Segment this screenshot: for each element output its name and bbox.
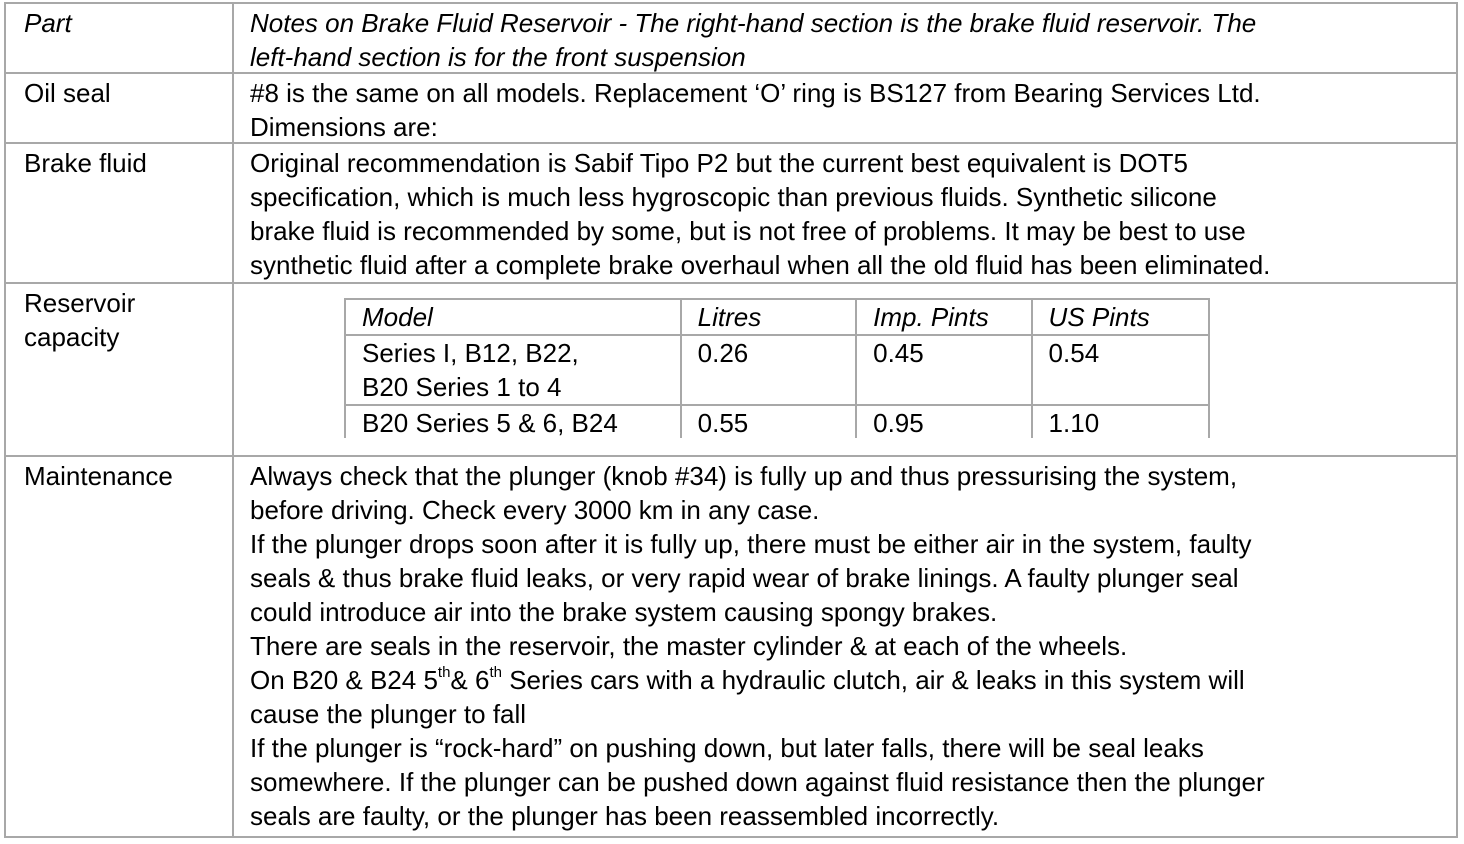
maintenance-label: Maintenance	[6, 457, 234, 836]
column-header-litres: Litres	[681, 299, 856, 335]
reservoir-label-line: Reservoir	[24, 288, 136, 318]
imp-pints-cell: 0.45	[856, 335, 1031, 405]
model-cell	[345, 335, 681, 405]
model-cell	[345, 405, 681, 438]
oil-seal-row	[4, 72, 1458, 144]
brake-fluid-label: Brake fluid	[6, 144, 234, 282]
oil-seal-line: #8 is the same on all models. Replacement ‘O’ ring is BS127 from Bearing Services Ltd.	[250, 78, 1261, 108]
us-pints-cell: 0.54	[1032, 335, 1209, 405]
model-line: B20 Series 5 & 6, B24	[362, 408, 618, 438]
maintenance-line: If the plunger is “rock-hard” on pushing down, but later falls, there will be seal leaks	[250, 733, 1204, 763]
oil-seal-line: Dimensions are:	[250, 112, 438, 142]
part-header: Part	[6, 4, 234, 72]
capacity-table-wrapper	[344, 298, 1210, 438]
notes-header-line: left-hand section is for the front suspension	[250, 42, 746, 72]
maintenance-line: Always check that the plunger (knob #34) is fully up and thus pressurising the system,	[250, 461, 1238, 491]
imp-pints-cell: 0.95	[856, 405, 1031, 438]
us-pints-cell: 1.10	[1032, 405, 1209, 438]
reservoir-label-line: capacity	[24, 322, 120, 352]
litres-cell: 0.26	[681, 335, 856, 405]
maintenance-notes	[234, 457, 1456, 836]
notes-header	[234, 4, 1456, 72]
maintenance-line: cause the plunger to fall	[250, 699, 527, 729]
maintenance-row	[4, 455, 1458, 838]
maintenance-line: seals & thus brake fluid leaks, or very rapid wear of brake linings. A faulty plunger seal	[250, 563, 1239, 593]
maintenance-line: could introduce air into the brake system causing spongy brakes.	[250, 597, 998, 627]
brake-fluid-row	[4, 142, 1458, 284]
brake-fluid-notes	[234, 144, 1456, 282]
series-text-b: & 6	[450, 665, 490, 695]
series-text-a: On B20 & B24 5	[250, 665, 438, 695]
brake-fluid-line: specification, which is much less hygroscopic than previous fluids. Synthetic silicone	[250, 182, 1217, 212]
brake-fluid-line: brake fluid is recommended by some, but is not free of problems. It may be best to use	[250, 216, 1246, 246]
column-header-model: Model	[345, 299, 681, 335]
table-row	[345, 335, 1209, 405]
maintenance-line: seals are faulty, or the plunger has been reassembled incorrectly.	[250, 801, 1000, 831]
notes-header-line: Notes on Brake Fluid Reservoir - The right-hand section is the brake fluid reservoir. The	[250, 8, 1257, 38]
maintenance-line: before driving. Check every 3000 km in any case.	[250, 495, 820, 525]
header-row	[4, 2, 1458, 74]
brake-fluid-line: synthetic fluid after a complete brake overhaul when all the old fluid has been eliminated.	[250, 250, 1271, 280]
model-line: Series I, B12, B22,	[362, 338, 579, 368]
capacity-table	[344, 298, 1210, 438]
litres-cell: 0.55	[681, 405, 856, 438]
maintenance-line: If the plunger drops soon after it is fully up, there must be either air in the system, faulty	[250, 529, 1252, 559]
superscript-th: th	[489, 664, 502, 682]
maintenance-line: somewhere. If the plunger can be pushed down against fluid resistance then the plunger	[250, 767, 1265, 797]
column-header-us-pints: US Pints	[1032, 299, 1209, 335]
oil-seal-label: Oil seal	[6, 74, 234, 142]
series-text-c: Series cars with a hydraulic clutch, air & leaks in this system will	[501, 665, 1245, 695]
model-line: B20 Series 1 to 4	[362, 372, 562, 402]
capacity-table-header	[345, 299, 1209, 335]
maintenance-line: There are seals in the reservoir, the master cylinder & at each of the wheels.	[250, 631, 1128, 661]
brake-fluid-line: Original recommendation is Sabif Tipo P2 but the current best equivalent is DOT5	[250, 148, 1188, 178]
table-row	[345, 405, 1209, 438]
column-header-imp-pints: Imp. Pints	[856, 299, 1031, 335]
oil-seal-notes	[234, 74, 1456, 142]
superscript-th: th	[437, 664, 451, 682]
reservoir-capacity-label	[6, 284, 234, 455]
maintenance-series-line	[250, 663, 1446, 697]
